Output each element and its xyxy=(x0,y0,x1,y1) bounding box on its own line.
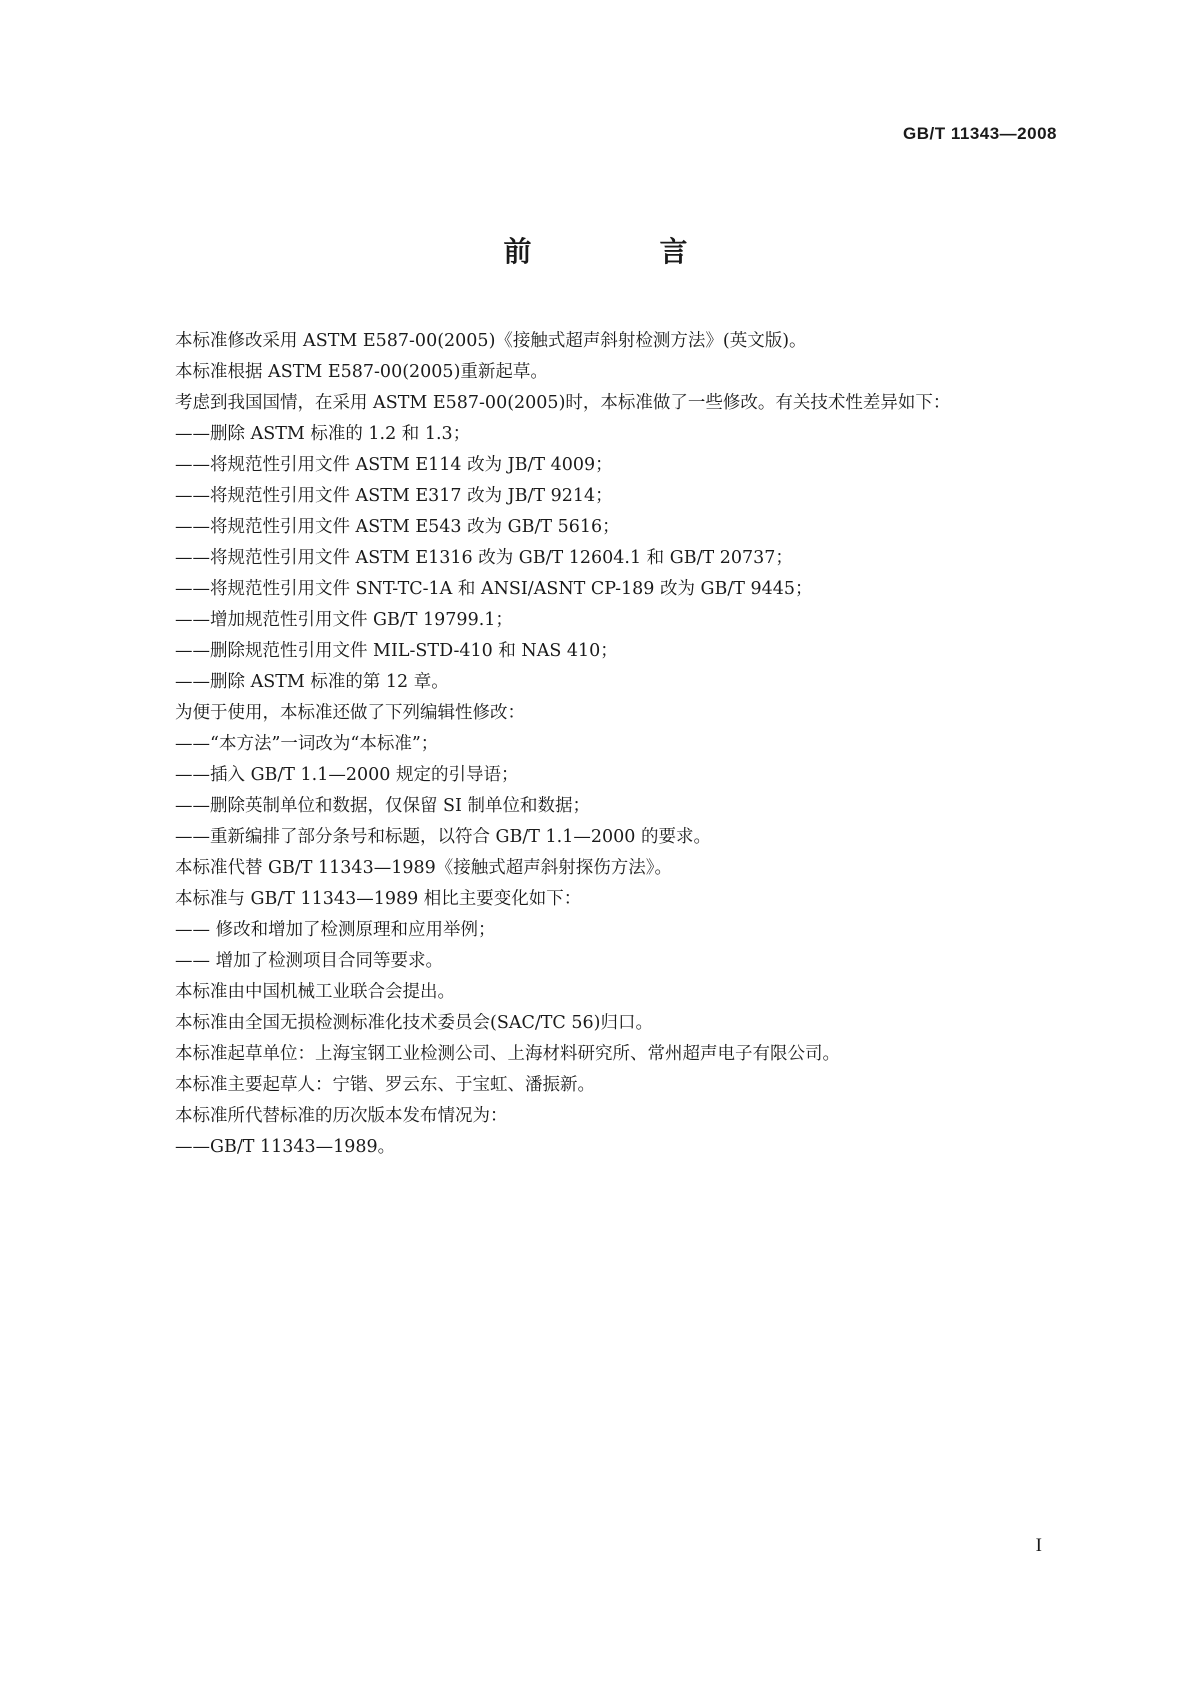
paragraph-line: 本标准由全国无损检测标准化技术委员会(SAC/TC 56)归口。 xyxy=(175,1013,653,1033)
list-item: ——插入 GB/T 1.1—2000 规定的引导语； xyxy=(175,765,519,785)
list-item: ——将规范性引用文件 ASTM E543 改为 GB/T 5616； xyxy=(175,517,620,537)
list-item: ——将规范性引用文件 ASTM E317 改为 JB/T 9214； xyxy=(175,486,613,506)
doc-code: GB/T 11343—2008 xyxy=(903,124,1057,143)
list-item: ——删除规范性引用文件 MIL-STD-410 和 NAS 410； xyxy=(175,641,618,661)
paragraph-line: 考虑到我国国情，在采用 ASTM E587-00(2005)时，本标准做了一些修改。有关技术性差异如下： xyxy=(175,393,951,413)
paragraph-line: 本标准代替 GB/T 11343—1989《接触式超声斜射探伤方法》。 xyxy=(175,858,672,878)
paragraph-line: 本标准所代替标准的历次版本发布情况为： xyxy=(175,1106,508,1126)
list-item: ——GB/T 11343—1989。 xyxy=(175,1137,396,1157)
list-item: ——删除 ASTM 标准的第 12 章。 xyxy=(175,672,449,692)
document-body xyxy=(175,326,1075,1163)
page-number: I xyxy=(1035,1535,1042,1556)
paragraph-line: 本标准修改采用 ASTM E587-00(2005)《接触式超声斜射检测方法》(英文版)。 xyxy=(175,331,807,351)
paragraph-line: 为便于使用，本标准还做了下列编辑性修改： xyxy=(175,703,525,723)
paragraph-line: 本标准与 GB/T 11343—1989 相比主要变化如下： xyxy=(175,889,582,909)
list-item: —— 增加了检测项目合同等要求。 xyxy=(175,951,444,971)
list-item: ——“本方法”一词改为“本标准”； xyxy=(175,734,439,754)
paragraph-line: 本标准起草单位：上海宝钢工业检测公司、上海材料研究所、常州超声电子有限公司。 xyxy=(175,1044,840,1064)
list-item: ——将规范性引用文件 ASTM E114 改为 JB/T 4009； xyxy=(175,455,613,475)
list-item: ——将规范性引用文件 SNT-TC-1A 和 ANSI/ASNT CP-189 改为 GB/T 9445； xyxy=(175,579,813,599)
list-item: ——删除英制单位和数据，仅保留 SI 制单位和数据； xyxy=(175,796,591,816)
paragraph-line: 本标准由中国机械工业联合会提出。 xyxy=(175,982,455,1002)
paragraph-line: 本标准主要起草人：宁锴、罗云东、于宝虹、潘振新。 xyxy=(175,1075,595,1095)
page-title: 前 言 xyxy=(503,235,738,268)
list-item: ——增加规范性引用文件 GB/T 19799.1； xyxy=(175,610,513,630)
paragraph-line: 本标准根据 ASTM E587-00(2005)重新起草。 xyxy=(175,362,548,382)
list-item: ——删除 ASTM 标准的 1.2 和 1.3； xyxy=(175,424,471,444)
list-item: ——重新编排了部分条号和标题，以符合 GB/T 1.1—2000 的要求。 xyxy=(175,827,711,847)
list-item: ——将规范性引用文件 ASTM E1316 改为 GB/T 12604.1 和 GB/T 20737； xyxy=(175,548,793,568)
list-item: —— 修改和增加了检测原理和应用举例； xyxy=(175,920,496,940)
